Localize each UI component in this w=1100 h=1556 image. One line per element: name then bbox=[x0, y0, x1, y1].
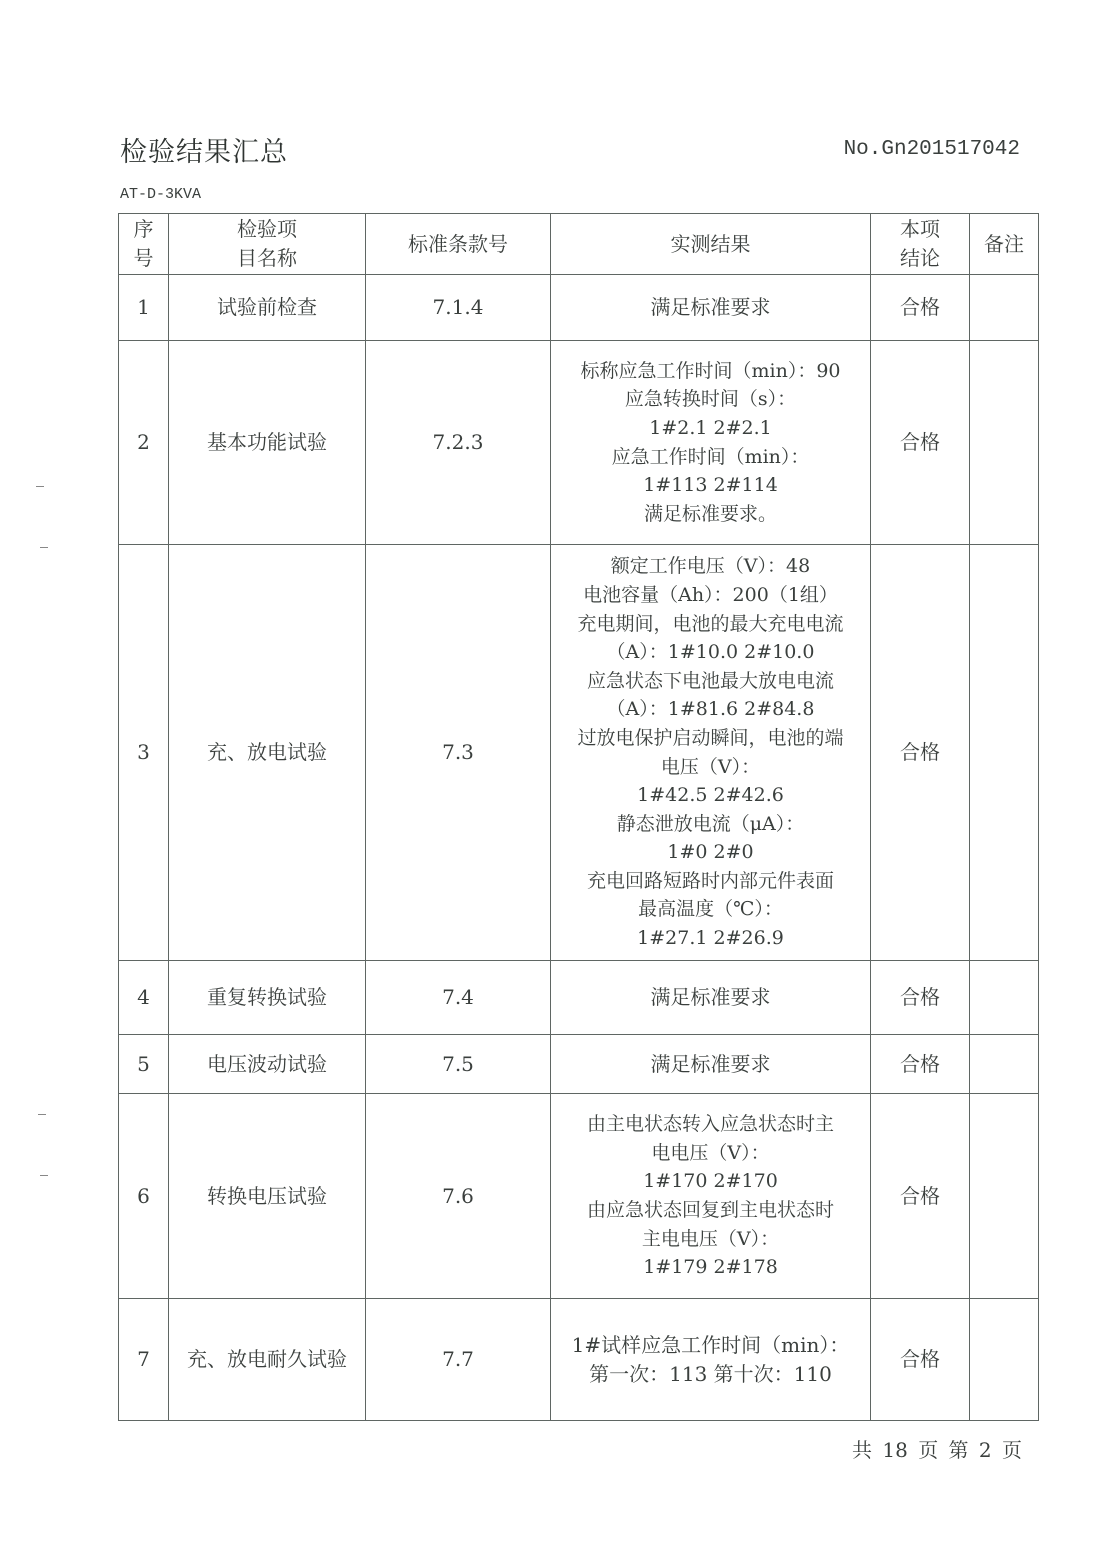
header-item-name: 检验项 目名称 bbox=[169, 214, 366, 275]
table-row bbox=[119, 1299, 1039, 1421]
scan-speck bbox=[38, 1114, 46, 1115]
report-number: No.Gn201517042 bbox=[843, 138, 1020, 161]
cell-clause: 7.7 bbox=[366, 1299, 551, 1421]
scan-speck bbox=[36, 486, 44, 487]
cell-clause: 7.5 bbox=[366, 1035, 551, 1094]
cell-clause: 7.1.4 bbox=[366, 275, 551, 341]
table-row bbox=[119, 1094, 1039, 1299]
cell-no: 5 bbox=[119, 1035, 169, 1094]
cell-remark bbox=[970, 961, 1039, 1035]
table-row bbox=[119, 341, 1039, 545]
cell-no: 3 bbox=[119, 545, 169, 961]
header-remark: 备注 bbox=[970, 214, 1039, 275]
cell-clause: 7.6 bbox=[366, 1094, 551, 1299]
cell-name: 重复转换试验 bbox=[169, 961, 366, 1035]
cell-no: 1 bbox=[119, 275, 169, 341]
header-serial-no: 序 号 bbox=[119, 214, 169, 275]
cell-result: 满足标准要求 bbox=[551, 275, 871, 341]
header-verdict: 本项 结论 bbox=[871, 214, 970, 275]
cell-name: 试验前检查 bbox=[169, 275, 366, 341]
cell-name: 转换电压试验 bbox=[169, 1094, 366, 1299]
cell-result: 满足标准要求 bbox=[551, 1035, 871, 1094]
cell-no: 2 bbox=[119, 341, 169, 545]
cell-remark bbox=[970, 1299, 1039, 1421]
cell-name: 充、放电试验 bbox=[169, 545, 366, 961]
cell-name: 充、放电耐久试验 bbox=[169, 1299, 366, 1421]
scan-speck bbox=[40, 547, 48, 548]
cell-result: 1#试样应急工作时间（min）： 第一次：113 第十次：110 bbox=[551, 1299, 871, 1421]
cell-verdict: 合格 bbox=[871, 961, 970, 1035]
table-row bbox=[119, 275, 1039, 341]
table-row bbox=[119, 961, 1039, 1035]
page-title: 检验结果汇总 bbox=[120, 137, 288, 168]
header-clause: 标准条款号 bbox=[366, 214, 551, 275]
cell-name: 电压波动试验 bbox=[169, 1035, 366, 1094]
cell-verdict: 合格 bbox=[871, 1035, 970, 1094]
page-number: 共 18 页 第 2 页 bbox=[852, 1438, 1022, 1462]
cell-name: 基本功能试验 bbox=[169, 341, 366, 545]
header-result: 实测结果 bbox=[551, 214, 871, 275]
cell-clause: 7.2.3 bbox=[366, 341, 551, 545]
cell-remark bbox=[970, 275, 1039, 341]
cell-no: 7 bbox=[119, 1299, 169, 1421]
cell-verdict: 合格 bbox=[871, 1299, 970, 1421]
cell-no: 4 bbox=[119, 961, 169, 1035]
cell-remark bbox=[970, 1094, 1039, 1299]
cell-result: 标称应急工作时间（min）：90 应急转换时间（s）： 1#2.1 2#2.1 应急工作时间（min）： 1#113 2#114 满足标准要求。 bbox=[551, 341, 871, 545]
cell-verdict: 合格 bbox=[871, 545, 970, 961]
inspection-results-table bbox=[118, 213, 1039, 1421]
table-row bbox=[119, 1035, 1039, 1094]
cell-remark bbox=[970, 341, 1039, 545]
table-row bbox=[119, 545, 1039, 961]
cell-remark bbox=[970, 1035, 1039, 1094]
cell-verdict: 合格 bbox=[871, 275, 970, 341]
cell-result: 满足标准要求 bbox=[551, 961, 871, 1035]
cell-remark bbox=[970, 545, 1039, 961]
cell-result: 额定工作电压（V）：48 电池容量（Ah）：200（1组） 充电期间，电池的最大充电电流 （A）：1#10.0 2#10.0 应急状态下电池最大放电电流 （A）：1#81.6 2#84.8 过放电保护启动瞬间，电池的端 电压（V）： 1#42.5 2#42.6 静态泄放电流（μA）： 1#0 2#0 充电回路短路时内部元件表面 最高温度（℃）： 1#27.1 2#26.9 bbox=[551, 545, 871, 961]
table-header-row bbox=[119, 214, 1039, 275]
cell-clause: 7.4 bbox=[366, 961, 551, 1035]
cell-clause: 7.3 bbox=[366, 545, 551, 961]
cell-no: 6 bbox=[119, 1094, 169, 1299]
product-model: AT-D-3KVA bbox=[120, 186, 202, 203]
scan-speck bbox=[40, 1175, 48, 1176]
cell-verdict: 合格 bbox=[871, 1094, 970, 1299]
cell-result: 由主电状态转入应急状态时主 电电压（V）： 1#170 2#170 由应急状态回复到主电状态时 主电电压（V）： 1#179 2#178 bbox=[551, 1094, 871, 1299]
cell-verdict: 合格 bbox=[871, 341, 970, 545]
